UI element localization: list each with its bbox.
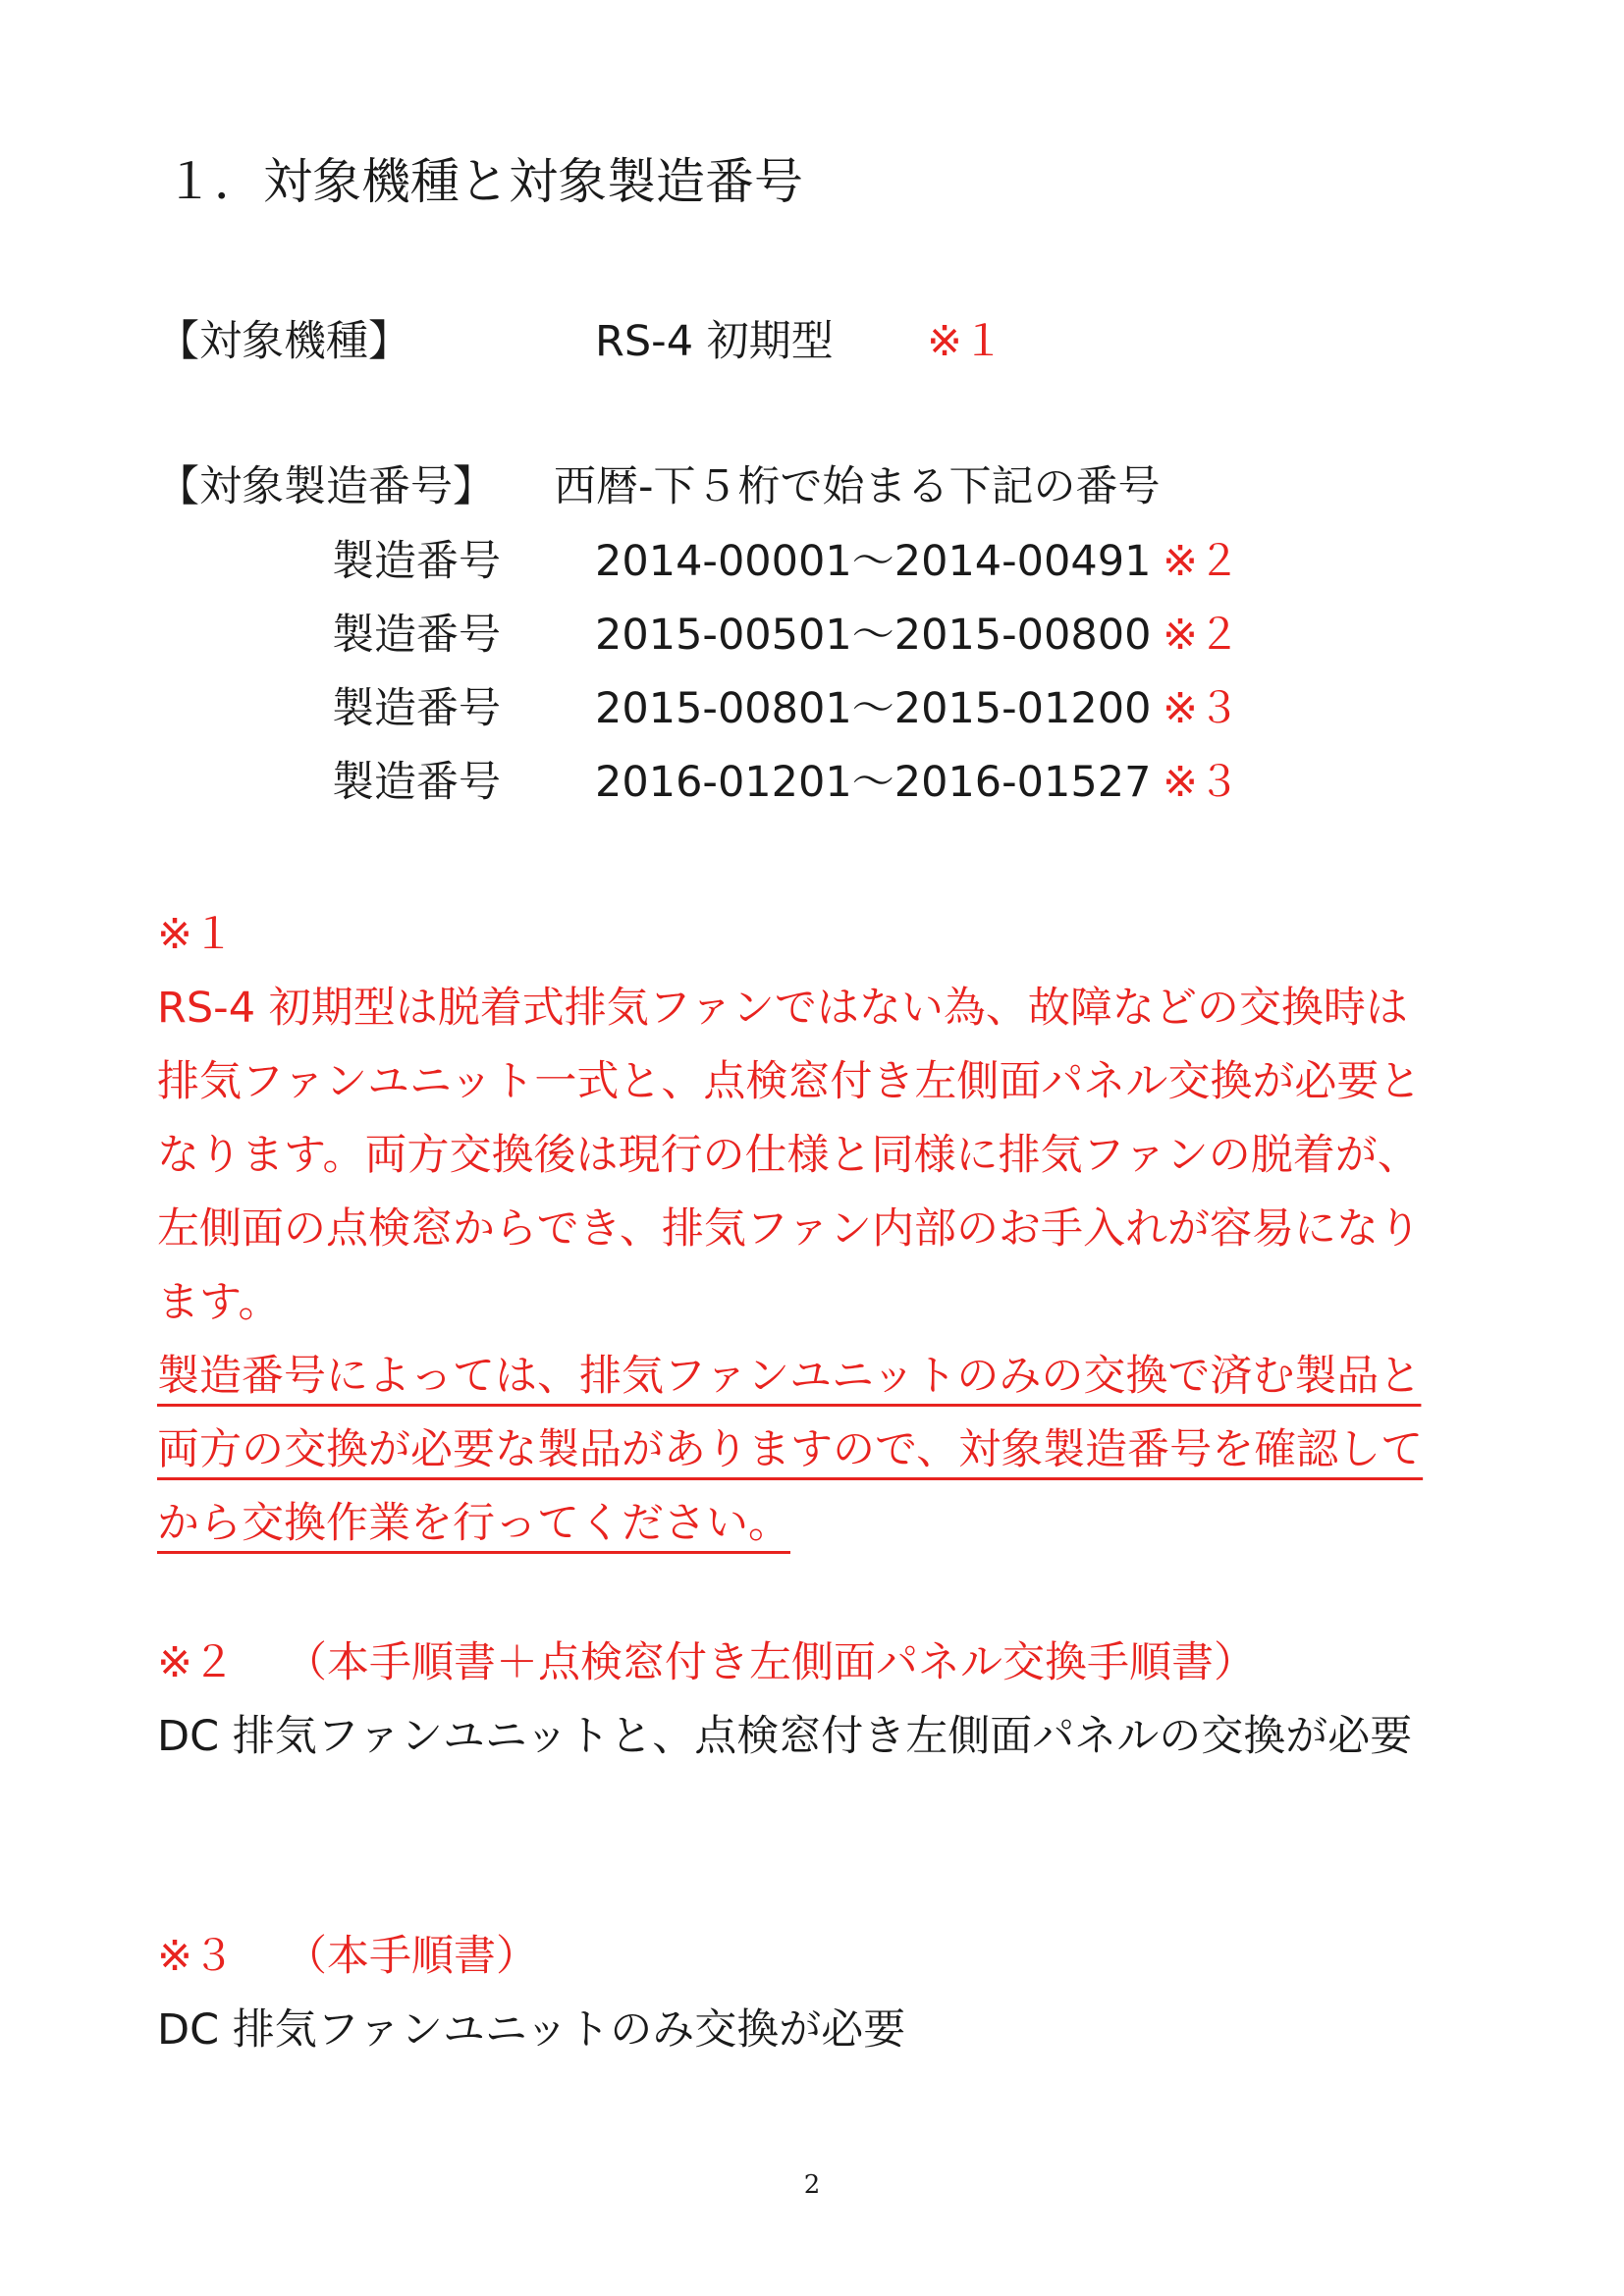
note1-marker: ※１ xyxy=(157,910,236,959)
note2-marker: ※２ xyxy=(157,1638,236,1687)
serial-row-label: 製造番号 xyxy=(332,611,501,660)
note3-marker: ※３ xyxy=(157,1932,236,1981)
note3-title: （本手順書） xyxy=(285,1932,538,1981)
note3-body: DC 排気ファンユニットのみ交換が必要 xyxy=(157,2005,906,2055)
serial-row-range: 2015-00801～2015-01200 xyxy=(595,684,1152,733)
serial-row-label: 製造番号 xyxy=(332,537,501,586)
note2-title: （本手順書＋点検窓付き左側面パネル交換手順書） xyxy=(285,1638,1256,1687)
model-value: RS-4 初期型 xyxy=(595,317,834,366)
serial-row-label: 製造番号 xyxy=(332,684,501,733)
serial-row-note: ※２ xyxy=(1163,611,1241,660)
serial-row-note: ※２ xyxy=(1163,537,1241,586)
note1-underlined-line: 製造番号によっては、排気ファンユニットのみの交換で済む製品と xyxy=(157,1352,1422,1401)
serial-description: 西暦-下５桁で始まる下記の番号 xyxy=(554,462,1161,511)
page-number: 2 xyxy=(803,2170,821,2200)
serial-row-label: 製造番号 xyxy=(332,758,501,807)
note1-line: ます。 xyxy=(157,1278,281,1327)
note1-block xyxy=(157,898,1492,1561)
note1-line: なります。両方交換後は現行の仕様と同様に排気ファンの脱着が、 xyxy=(157,1131,1420,1180)
note1-line: 排気ファンユニット一式と、点検窓付き左側面パネル交換が必要と xyxy=(157,1057,1422,1106)
serial-row-note: ※３ xyxy=(1163,758,1241,807)
serial-row-note: ※３ xyxy=(1163,684,1241,733)
serial-label: 【対象製造番号】 xyxy=(157,462,495,511)
note1-underlined-line: から交換作業を行ってください。 xyxy=(157,1499,790,1548)
serial-row-range: 2014-00001～2014-00491 xyxy=(595,537,1152,586)
note1-line: RS-4 初期型は脱着式排気ファンではない為、故障などの交換時は xyxy=(157,984,1408,1033)
serial-row-range: 2016-01201～2016-01527 xyxy=(595,758,1152,807)
note1-underlined-line: 両方の交換が必要な製品がありますので、対象製造番号を確認して xyxy=(157,1425,1424,1474)
note1-line: 左側面の点検窓からでき、排気ファン内部のお手入れが容易になり xyxy=(157,1204,1421,1254)
model-label: 【対象機種】 xyxy=(157,317,410,366)
page-title: １．対象機種と対象製造番号 xyxy=(165,153,803,210)
serial-row-range: 2015-00501～2015-00800 xyxy=(595,611,1152,660)
model-note-marker: ※１ xyxy=(927,317,1005,366)
note2-body: DC 排気ファンユニットと、点検窓付き左側面パネルの交換が必要 xyxy=(157,1712,1413,1761)
